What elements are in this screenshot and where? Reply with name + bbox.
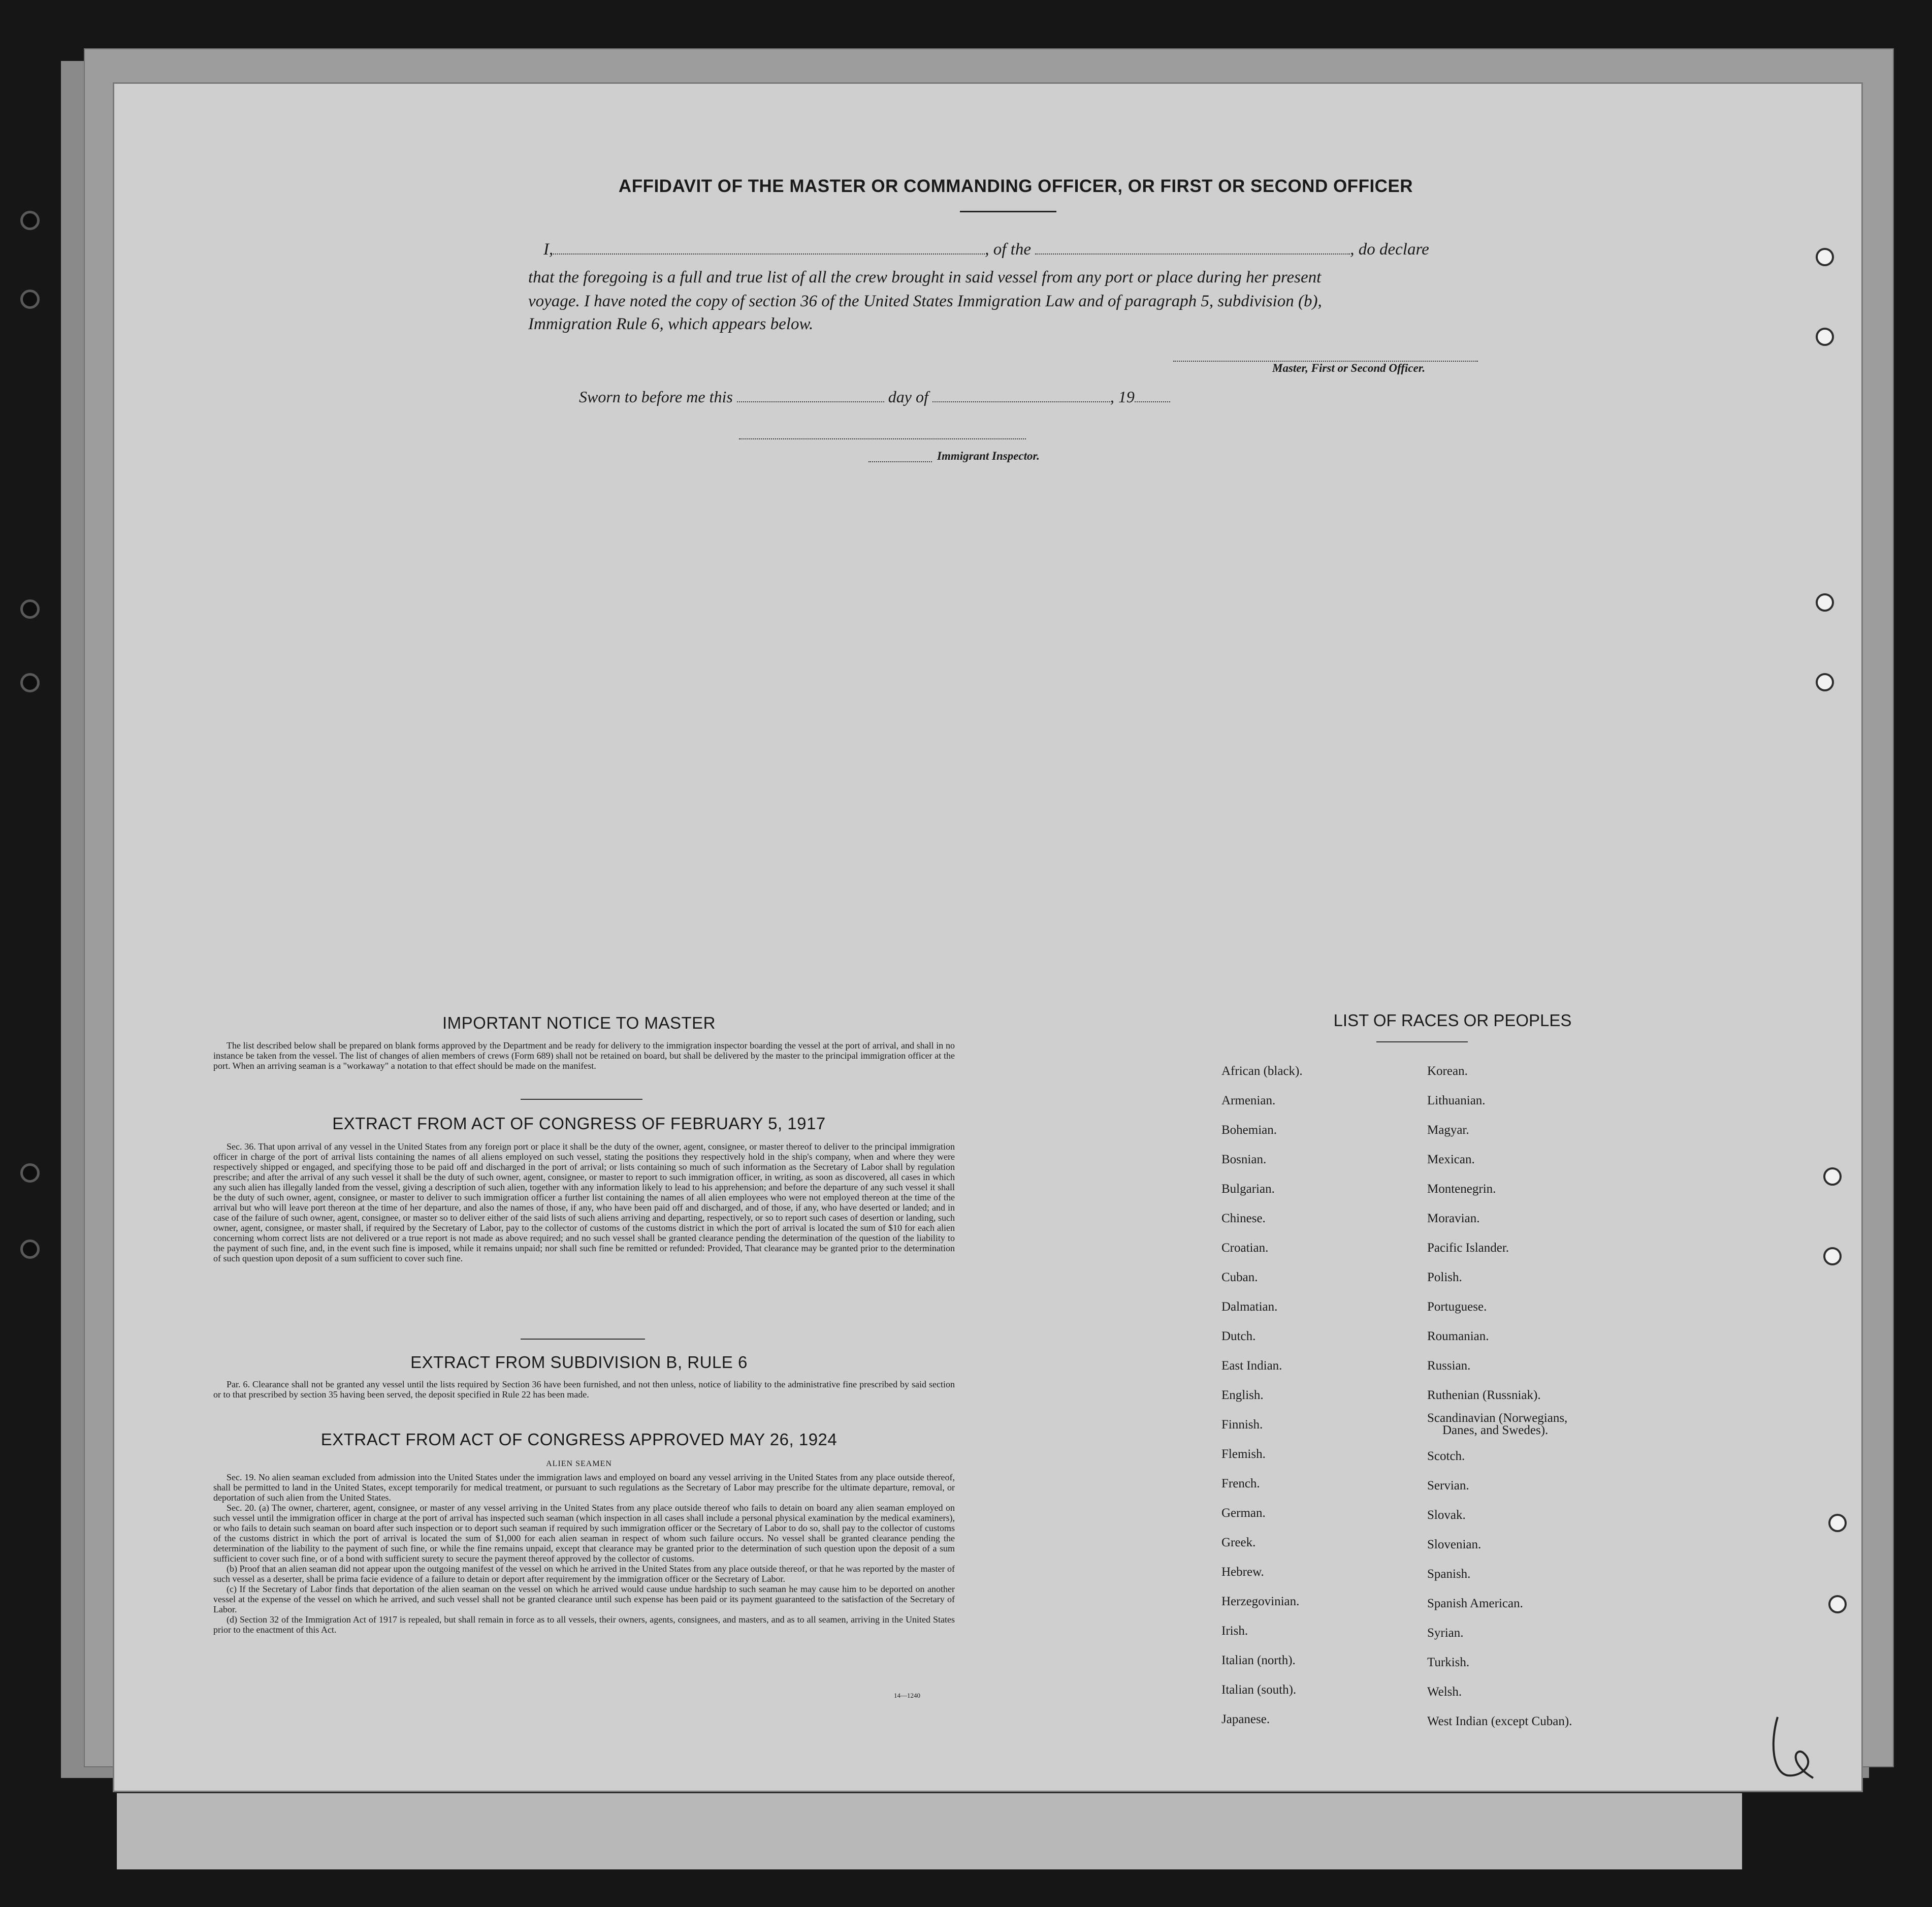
race-item-line: Danes, and Swedes). [1442, 1423, 1549, 1437]
race-item: Magyar. [1427, 1123, 1469, 1137]
punch-hole-icon [1816, 673, 1834, 691]
punch-hole-icon [20, 599, 40, 619]
race-item: Ruthenian (Russniak). [1427, 1388, 1541, 1402]
race-item: West Indian (except Cuban). [1427, 1714, 1572, 1728]
punch-hole-icon [20, 290, 40, 309]
race-item: Dalmatian. [1221, 1300, 1278, 1314]
race-item: African (black). [1221, 1064, 1303, 1078]
punch-hole-icon [20, 673, 40, 692]
extract-1917-text [213, 1141, 955, 1263]
divider [1376, 1041, 1468, 1042]
race-item: Croatian. [1221, 1241, 1269, 1255]
race-item: Cuban. [1221, 1270, 1258, 1284]
section-20a-paragraph: Sec. 20. (a) The owner, charterer, agent, consignee, or master of any vessel arriving in the United States from any place outside thereof who fails to detain on board any alien seaman employed on such vessel until the immigration officer in charge at the port of arrival has inspected such seaman (which inspection in all cases shall include a personal physical examination by the medical examiners), or who fails to detain such seaman on board after such inspection or to deport such seaman if required by such immigration officer or the Secretary of Labor to do so, shall pay to the collector of customs of the customs district in which the port of arrival is located the sum of $1,000 for each alien seaman in respect of whom such failure occurs. No vessel shall be granted clearance pending the determination of the liability to the payment of such fine, or while the fine remains unpaid, except that clearance may be granted prior to the determination of such question upon the deposit of a sum sufficient to cover such fine, or of a bond with sufficient surety to secure the payment thereof approved by the collector of customs. [213, 1503, 955, 1564]
race-item: German. [1221, 1506, 1266, 1520]
extract-1924-text [213, 1472, 955, 1635]
affidavit-title: AFFIDAVIT OF THE MASTER OR COMMANDING OFFICER, OR FIRST OR SECOND OFFICER [618, 176, 1413, 196]
punch-hole-icon [1816, 248, 1834, 266]
affidavit-body-line: Immigration Rule 6, which appears below. [528, 315, 814, 333]
race-item: Portuguese. [1427, 1300, 1487, 1314]
punch-hole-icon [1816, 593, 1834, 612]
sworn-line [579, 388, 1170, 406]
race-item: Servian. [1427, 1479, 1469, 1492]
race-item: Irish. [1221, 1624, 1248, 1638]
punch-hole-icon [20, 1239, 40, 1259]
section-36-paragraph: Sec. 36. That upon arrival of any vessel in the United States from any foreign port or place it shall be the duty of the owner, agent, consignee, or master thereof to deliver to the principal immigration officer in charge of the port of arrival lists containing the names of all aliens employed on such vessel, stating the positions they respectively hold in the ship's company, when and where they were respectively shipped or engaged, and specifying those to be paid off and discharged in the port of arrival; or lists containing so much of such information as the Secretary of Labor shall by regulation prescribe; and after the arrival of any such vessel it shall be the duty of such owner, agent, consignee, or master to report to such immigration officer, in writing, as soon as discovered, all cases in which any such alien has illegally landed from the vessel, giving a description of such alien, together with any information likely to lead to his apprehension; and before the departure of any such vessel it shall be the duty of such owner, agent, consignee, or master to deliver to such immigration officer a further list containing the names of all alien employees who were not employed thereon at the time of the arrival but who will leave port thereon at the time of her departure, and also the names of those, if any, who have been paid off and discharged, and of those, if any, who have deserted or landed; and in case of the failure of such owner, agent, consignee, or master so to deliver either of the said lists of such aliens arriving and departing, respectively, or so to report such cases of desertion or landing, such owner, agent, consignee, or master shall, if required by the Secretary of Labor, pay to the collector of customs of the customs district in which the port of arrival is located the sum of $10 for each alien concerning whom correct lists are not delivered or a true report is not made as above required; and no such vessel shall be granted clearance pending the determination of the question of the liability to the payment of such fine, and, in the event such fine is imposed, while it remains unpaid; nor shall such fine be remitted or refunded: Provided, That clearance may be granted prior to the determination of such question upon deposit of a sum sufficient to cover such fine. [213, 1141, 955, 1263]
sworn-month-field[interactable] [932, 397, 1110, 402]
affidavit-of-the: , of the [985, 240, 1031, 259]
race-item: Chinese. [1221, 1212, 1266, 1225]
race-item: Italian (south). [1221, 1683, 1297, 1697]
race-item: Syrian. [1427, 1626, 1464, 1640]
affidavit-i: I, [543, 240, 554, 259]
sworn-label: Sworn to before me this [579, 388, 733, 406]
race-item: Roumanian. [1427, 1329, 1489, 1343]
inspector-signature-field[interactable] [739, 438, 1026, 439]
section-19-paragraph: Sec. 19. No alien seaman excluded from admission into the United States under the immigration laws and employed on board any vessel arriving in the United States from any place outside thereof, shall be permitted to land in the United States, except temporarily for medical treatment, or pursuant to such regulations as the Secretary of Labor may prescribe for the ultimate departure, removal, or deportation of such alien from the United States. [213, 1472, 955, 1503]
race-item: Hebrew. [1221, 1565, 1264, 1579]
race-item: Dutch. [1221, 1329, 1256, 1343]
race-item: Bohemian. [1221, 1123, 1277, 1137]
notice-paragraph: The list described below shall be prepared on blank forms approved by the Department and be ready for delivery to the immigration inspector boarding the vessel at the port of arrival, and shall in no instance be taken from the vessel. The list of changes of alien members of crews (Form 689) shall not be retained on board, but shall be delivered by the master to the principal immigration officer at the port. When an arriving seaman is a "workaway" a notation to that effect should be made on the manifest. [213, 1040, 955, 1071]
sworn-year-field[interactable] [1135, 397, 1170, 402]
sworn-day-field[interactable] [737, 397, 884, 402]
punch-hole-icon [1828, 1595, 1847, 1613]
master-signature-label: Master, First or Second Officer. [1272, 362, 1426, 374]
race-item-line: Scandinavian (Norwegians, [1427, 1411, 1568, 1425]
punch-hole-icon [1816, 328, 1834, 346]
inspector-signature-field-2[interactable] [868, 461, 932, 462]
race-item [1427, 1410, 1572, 1442]
extract-1917-title: EXTRACT FROM ACT OF CONGRESS OF FEBRUARY 5, 1917 [332, 1114, 826, 1133]
extract-rule6-title: EXTRACT FROM SUBDIVISION B, RULE 6 [410, 1353, 748, 1372]
race-item: Greek. [1221, 1536, 1256, 1549]
inspector-label: Immigrant Inspector. [937, 450, 1040, 462]
vessel-name-field[interactable] [1035, 249, 1350, 255]
form-number: 14—1240 [894, 1692, 920, 1699]
race-item: Spanish American. [1427, 1597, 1523, 1610]
torn-bottom-edge [117, 1793, 1742, 1869]
affidavit-declaration-line [543, 240, 1429, 259]
race-item: Russian. [1427, 1359, 1471, 1373]
race-item: Armenian. [1221, 1094, 1276, 1107]
day-of-label: day of [888, 388, 928, 406]
race-item: Scotch. [1427, 1449, 1465, 1463]
races-title: LIST OF RACES OR PEOPLES [1333, 1011, 1572, 1030]
race-item: Japanese. [1221, 1712, 1270, 1726]
rule-6-paragraph: Par. 6. Clearance shall not be granted any vessel until the lists required by Section 36 have been furnished, and not then unless, notice of liability to the administrative fine prescribed by said section or to that prescribed by section 35 having been served, the deposit specified in Rule 22 has been made. [213, 1379, 955, 1400]
affidavit-body-line: voyage. I have noted the copy of section 36 of the United States Immigration Law and of paragraph 5, subdivision (b), [528, 292, 1322, 310]
race-item: Korean. [1427, 1064, 1468, 1078]
race-item: Flemish. [1221, 1447, 1266, 1461]
race-item: Finnish. [1221, 1418, 1263, 1432]
race-item: Bosnian. [1221, 1153, 1267, 1166]
race-item: Herzegovinian. [1221, 1595, 1300, 1608]
notice-title: IMPORTANT NOTICE TO MASTER [442, 1013, 716, 1032]
alien-seamen-subtitle: ALIEN SEAMEN [546, 1459, 612, 1468]
race-item: English. [1221, 1388, 1264, 1402]
race-item: Montenegrin. [1427, 1182, 1496, 1196]
punch-hole-icon [20, 211, 40, 230]
affidavit-do-declare: , do declare [1350, 240, 1429, 259]
race-item: East Indian. [1221, 1359, 1282, 1373]
extract-rule6-text [213, 1379, 955, 1400]
race-item: Pacific Islander. [1427, 1241, 1509, 1255]
race-item: Polish. [1427, 1270, 1462, 1284]
name-field[interactable] [553, 249, 985, 255]
races-right-column [1427, 1057, 1572, 1736]
affidavit-body-line: that the foregoing is a full and true list of all the crew brought in said vessel from any port or place during her present [528, 268, 1322, 287]
race-item: Bulgarian. [1221, 1182, 1275, 1196]
race-item: Mexican. [1427, 1153, 1475, 1166]
notice-text [213, 1040, 955, 1071]
race-item: Lithuanian. [1427, 1094, 1486, 1107]
race-item: Welsh. [1427, 1685, 1462, 1699]
handwritten-mark-icon [1767, 1712, 1818, 1783]
divider [960, 211, 1056, 212]
race-item: Italian (north). [1221, 1654, 1296, 1667]
punch-hole-icon [1828, 1514, 1847, 1532]
race-item: Slovak. [1427, 1508, 1466, 1522]
races-left-column [1221, 1057, 1303, 1734]
section-20d-paragraph: (d) Section 32 of the Immigration Act of 1917 is repealed, but shall remain in force as to all vessels, their owners, agents, consignees, and masters, and as to all seamen, arriving in the United States prior to the enactment of this Act. [213, 1614, 955, 1635]
punch-hole-icon [20, 1163, 40, 1183]
divider [521, 1099, 642, 1100]
punch-hole-icon [1823, 1167, 1842, 1186]
section-20c-paragraph: (c) If the Secretary of Labor finds that deportation of the alien seaman on the vessel on which he arrived would cause undue hardship to such seaman he may cause him to be deported on another vessel at the expense of the vessel on which he arrived, and such vessel shall not be granted clearance until such expense has been paid or its payment guaranteed to the satisfaction of the Secretary of Labor. [213, 1584, 955, 1614]
race-item: Moravian. [1427, 1212, 1480, 1225]
race-item: Slovenian. [1427, 1538, 1482, 1551]
divider [521, 1339, 645, 1340]
punch-hole-icon [1823, 1247, 1842, 1265]
year-label: , 19 [1110, 388, 1135, 406]
section-20b-paragraph: (b) Proof that an alien seaman did not appear upon the outgoing manifest of the vessel on which he arrived in the United States from any place outside thereof, or that he was reported by the master of such vessel as a deserter, shall be prima facie evidence of a failure to detain or deport after requirement by the immigration officer or the Secretary of Labor. [213, 1564, 955, 1584]
race-item: Turkish. [1427, 1656, 1470, 1669]
extract-1924-title: EXTRACT FROM ACT OF CONGRESS APPROVED MAY 26, 1924 [320, 1430, 838, 1449]
race-item: French. [1221, 1477, 1260, 1490]
race-item: Spanish. [1427, 1567, 1471, 1581]
